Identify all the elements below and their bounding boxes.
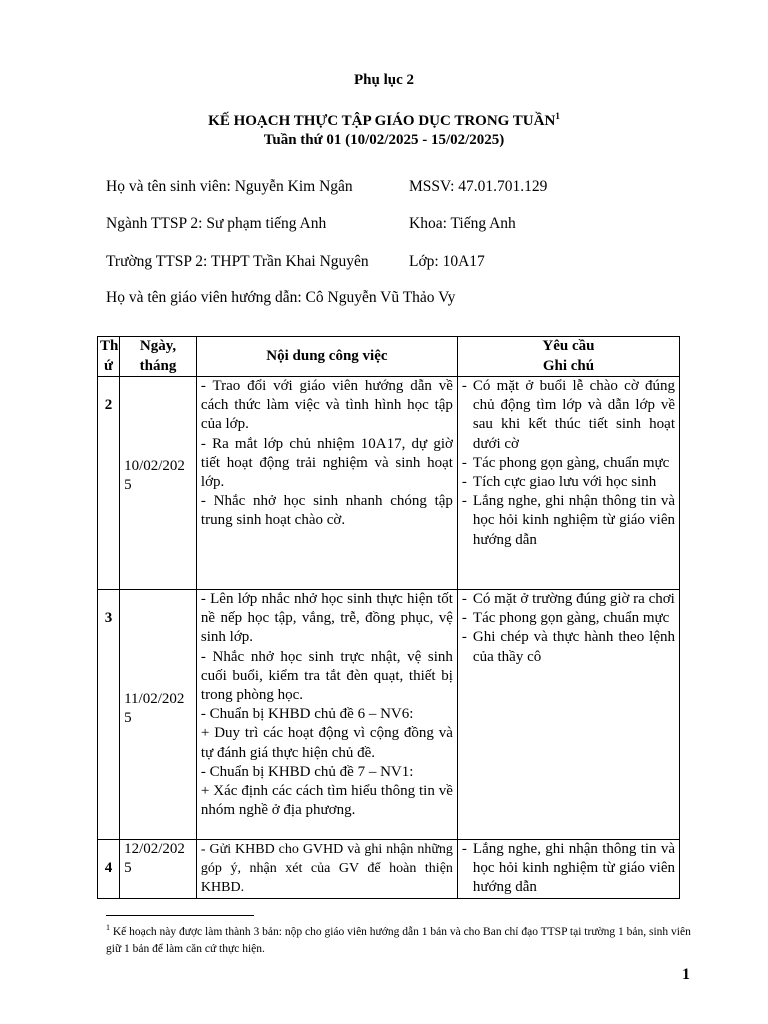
note-item: - Ghi chép và thực hành theo lệnh của thầy cô: [462, 628, 675, 666]
header-date-line2: tháng: [139, 357, 177, 374]
content-item: + Xác định các cách tìm hiểu thông tin về nhóm nghề ở địa phương.: [200, 783, 453, 819]
header-date: [120, 337, 197, 377]
header-content: Nội dung công việc: [196, 337, 457, 377]
row-notes: [457, 590, 679, 840]
school: Trường TTSP 2: THPT Trần Khai Nguyên: [106, 253, 369, 270]
student-name: Họ và tên sinh viên: Nguyễn Kim Ngân: [106, 178, 353, 195]
content-item: - Trao đổi với giáo viên hướng dẫn về cách thức làm việc và tình hình học tập của lớp.: [200, 378, 453, 433]
footnote-marker: 1: [106, 923, 110, 932]
header-weekday-line2: ứ: [104, 357, 114, 374]
content-item: - Chuẩn bị KHBD chủ đề 6 – NV6:: [200, 706, 414, 723]
title-footnote-marker: 1: [555, 111, 560, 121]
note-item: - Lắng nghe, ghi nhận thông tin và học hỏi kinh nghiệm từ giáo viên hướng dẫn: [462, 492, 675, 550]
row-content: [196, 590, 457, 840]
row-date-line1: 10/02/202: [124, 458, 185, 474]
table-row: [98, 840, 680, 899]
row-date: [120, 590, 197, 840]
header-notes: [457, 337, 679, 377]
faculty: Khoa: Tiếng Anh: [409, 215, 516, 232]
note-item: - Tác phong gọn gàng, chuẩn mực: [462, 454, 675, 473]
footnote-separator: [106, 915, 254, 916]
row-weekday: [98, 377, 120, 590]
content-item: - Nhắc nhở học sinh nhanh chóng tập trung sinh hoạt chào cờ.: [200, 493, 453, 529]
major: Ngành TTSP 2: Sư phạm tiếng Anh: [106, 215, 327, 232]
row-date: [120, 377, 197, 590]
header-weekday-line1: Th: [100, 338, 119, 355]
page-number: 1: [682, 966, 690, 983]
content-item: + Duy trì các hoạt động vì cộng đồng và tự đánh giá thực hiện chủ đề.: [200, 725, 453, 761]
note-item: - Tác phong gọn gàng, chuẩn mực: [462, 609, 675, 628]
content-item: - Ra mắt lớp chủ nhiệm 10A17, dự giờ tiết hoạt động trải nghiệm và sinh hoạt lớp.: [200, 435, 453, 491]
table-row: [98, 377, 680, 590]
footnote-text: Kế hoạch này được làm thành 3 bản: nộp cho giáo viên hướng dẫn 1 bản và cho Ban chỉ đạo TTSP tại trường 1 bản, sinh viên giữ 1 bản để làm căn cứ thực hiện.: [106, 925, 691, 955]
row-date-line2: 5: [124, 477, 132, 494]
content-item: - Lên lớp nhắc nhở học sinh thực hiện tốt nề nếp học tập, vắng, trễ, đồng phục, vệ sinh lớp.: [200, 591, 453, 646]
header-date-line1: Ngày,: [139, 338, 177, 355]
row-weekday-value: 3: [104, 610, 113, 626]
row-content: [196, 840, 457, 899]
document-title-block: [0, 112, 768, 150]
row-weekday-value: 4: [104, 860, 113, 876]
table-header-row: [98, 337, 680, 377]
document-title-text: KẾ HOẠCH THỰC TẬP GIÁO DỤC TRONG TUẦN: [208, 113, 556, 129]
header-weekday: [98, 337, 120, 377]
row-date-line2: 5: [124, 710, 132, 727]
table-row: [98, 590, 680, 840]
note-item: - Lắng nghe, ghi nhận thông tin và học hỏi kinh nghiệm từ giáo viên hướng dẫn: [462, 840, 675, 898]
row-content: [196, 377, 457, 590]
row-date-line1: 12/02/202: [124, 841, 185, 857]
document-title: [0, 112, 768, 131]
row-notes: [457, 377, 679, 590]
row-notes: [457, 840, 679, 899]
student-id: MSSV: 47.01.701.129: [409, 178, 548, 195]
row-date-line1: 11/02/202: [124, 691, 185, 707]
note-item: - Tích cực giao lưu với học sinh: [462, 473, 675, 492]
row-weekday-value: 2: [104, 397, 113, 413]
content-item: - Nhắc nhở học sinh trực nhật, vệ sinh cuối buổi, kiểm tra tắt đèn quạt, thiết bị trong phòng học.: [200, 648, 453, 704]
week-subtitle: Tuần thứ 01 (10/02/2025 - 15/02/2025): [263, 132, 505, 148]
note-item: - Có mặt ở buổi lễ chào cờ đúng chủ động tìm lớp và dẫn lớp về sau khi kết thúc tiết sinh hoạt dưới cờ: [462, 377, 675, 454]
header-notes-line1: Yêu cầu: [542, 338, 595, 355]
header-notes-line2: Ghi chú: [542, 357, 595, 374]
content-item: - Chuẩn bị KHBD chủ đề 7 – NV1:: [200, 763, 414, 780]
row-date: [120, 840, 197, 899]
weekly-plan-table: [97, 336, 680, 899]
appendix-label: Phụ lục 2: [353, 72, 414, 88]
row-date-line2: 5: [124, 860, 132, 877]
supervisor: Họ và tên giáo viên hướng dẫn: Cô Nguyễn Vũ Thảo Vy: [106, 289, 456, 306]
class: Lớp: 10A17: [409, 253, 485, 270]
row-weekday: [98, 590, 120, 840]
footnote: [106, 919, 700, 958]
note-item: - Có mặt ở trường đúng giờ ra chơi: [462, 590, 675, 609]
row-weekday: [98, 840, 120, 899]
content-item: - Gửi KHBD cho GVHD và ghi nhận những góp ý, nhận xét của GV để hoàn thiện KHBD.: [200, 842, 453, 896]
